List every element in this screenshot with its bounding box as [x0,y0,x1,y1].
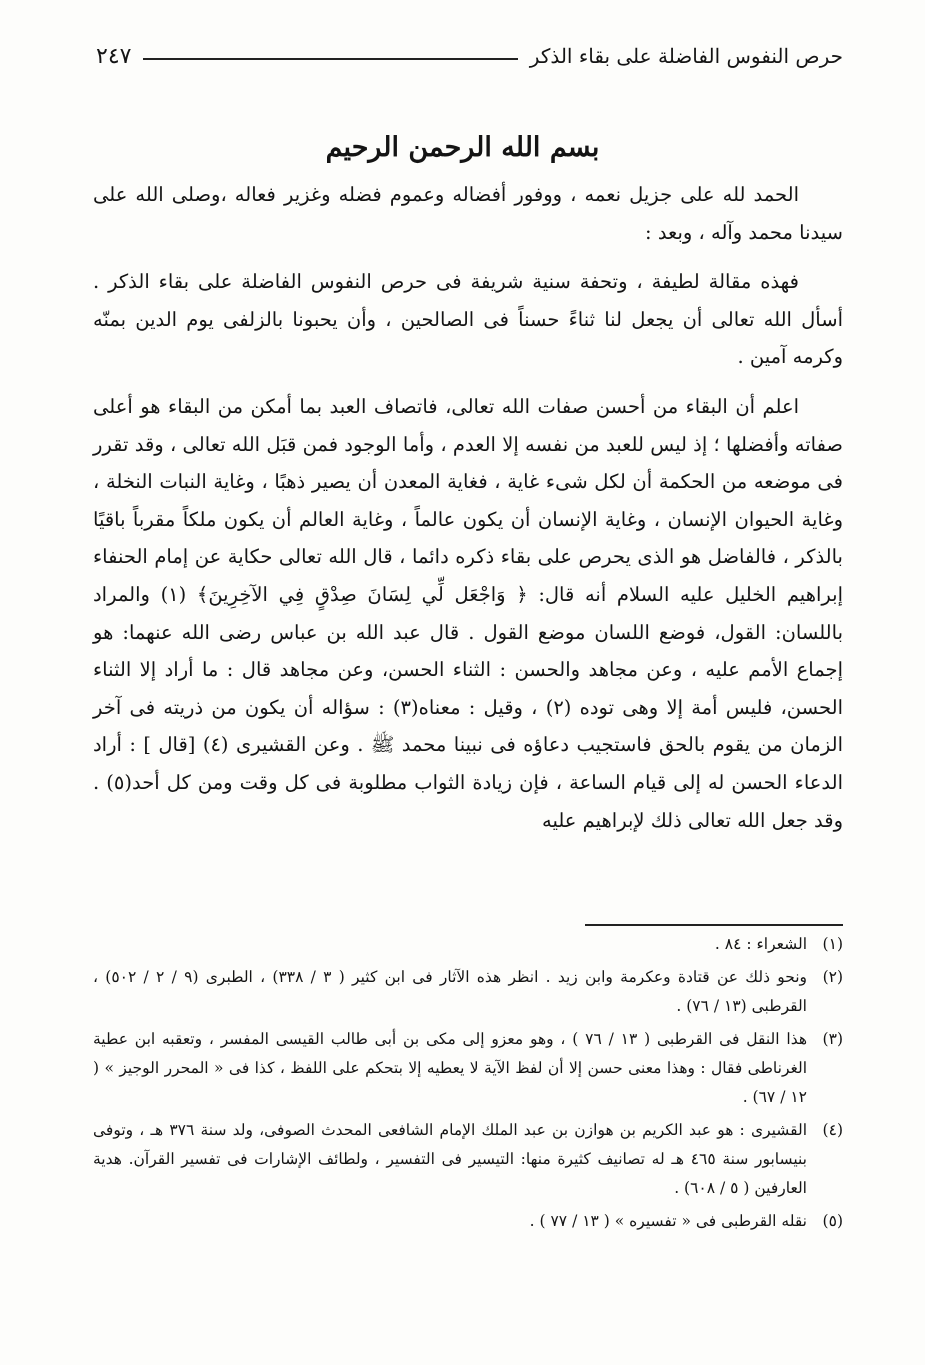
footnote-number: (٣) [822,1030,843,1048]
footnote-text: هذا النقل فى القرطبى ( ١٣ / ٧٦ ) ، وهو معزو إلى مكى بن أبى طالب القيسى المفسر ، وتعقبه ابن عطية الغرناطى فقال : وهذا معنى حسن إلا أن لفظ الآية لا يعطيه إلا بتحكم على اللفظ ، كذا فى « المحرر الوجيز » ( ١٢ / ٦٧) . [93,1030,807,1106]
header-rule [143,58,517,60]
footnote-item [93,963,843,1021]
footnote-number: (١) [822,935,843,953]
main-text [93,176,843,851]
footnote-item [93,1116,843,1203]
page-number: ٢٤٧ [96,43,132,69]
paragraph-opening-praise: الحمد لله على جزيل نعمه ، ووفور أفضاله وعموم فضله وغزير فعاله ،وصلى الله على سيدنا محمد وآله ، وبعد : [93,183,843,244]
footnote-separator [585,924,843,926]
footnote-item [93,1207,843,1236]
footnote-text: الشعراء : ٨٤ . [714,935,807,953]
footnote-item [93,1025,843,1112]
footnotes [93,930,843,1240]
footnote-item [93,930,843,959]
footnote-text: نقله القرطبى فى « تفسيره » ( ١٣ / ٧٧ ) . [529,1212,807,1230]
paragraph-introduction: فهذه مقالة لطيفة ، وتحفة سنية شريفة فى حرص النفوس الفاضلة على بقاء الذكر . أسأل الله تعالى أن يجعل لنا ثناءً حسناً فى الصالحين ، وأن يحبونا بالزلفى يوم الدين بمنّه وكرمه آمين . [93,270,843,369]
footnote-number: (٥) [822,1212,843,1230]
footnote-number: (٢) [822,968,844,986]
paragraph-main-discussion: اعلم أن البقاء من أحسن صفات الله تعالى، فاتصاف العبد بما أمكن من البقاء هو أعلى صفاته وأفضلها ؛ إذ ليس للعبد من نفسه إلا العدم ، وأما الوجود فمن قبَل الله تعالى ، وقد تقرر فى موضعه من الحكمة أن لكل شىء غاية ، فغاية المعدن أن يصير ذهبًا ، وغاية النبات النخلة ، وغاية الحيوان الإنسان ، وغاية الإنسان أن يكون عالماً ، وغاية العالم أن يكون ملكاً مقرباً باقيًا بالذكر ، فالفاضل هو الذى يحرص على بقاء ذكره دائما ، قال الله تعالى حكاية عن إمام الحنفاء إبراهيم الخليل عليه السلام أنه قال: ﴿ وَاجْعَل لِّي لِسَانَ صِدْقٍ فِي الآخِرِينَ﴾ (١) والمراد باللسان: القول، فوضع اللسان موضع القول . قال عبد الله بن عباس رضى الله عنهما: هو إجماع الأمم عليه ، وعن مجاهد والحسن : الثناء الحسن، وعن مجاهد قال : ما أراد إلا الثناء الحسن، فليس أمة إلا وهى توده (٢) ، وقيل : معناه(٣) : سؤاله أن يكون من ذريته فى آخر الزمان من يقوم بالحق فاستجيب دعاؤه فى نبينا محمد ﷺ . وعن القشيرى (٤) [قال ] : أراد الدعاء الحسن له إلى قيام الساعة ، فإن زيادة الثواب مطلوبة فى كل وقت ومن كل أحد(٥) . وقد جعل الله تعالى ذلك لإبراهيم عليه [93,394,843,832]
footnote-text: القشيرى : هو عبد الكريم بن هوازن بن عبد الملك الإمام الشافعى المحدث الصوفى، ولد سنة ٣٧٦ هـ ، وتوفى بنيسابور سنة ٤٦٥ هـ له تصانيف كثيرة منها: التيسير فى التفسير ، ولطائف الإشارات فى تفسير القرآن. هدية العارفين ( ٥ / ٦٠٨) . [93,1121,807,1197]
basmala-heading: بسم الله الرحمن الرحيم [325,132,600,163]
footnote-number: (٤) [822,1121,843,1139]
running-title: حرص النفوس الفاضلة على بقاء الذكر [529,44,843,68]
page-header [96,36,843,76]
footnote-text: ونحو ذلك عن قتادة وعكرمة وابن زيد . انظر هذه الآثار فى ابن كثير ( ٣ / ٣٣٨) ، الطبرى (٩ / ٢ / ٥٠٢) ، القرطبى (١٣ / ٧٦) . [93,968,808,1015]
